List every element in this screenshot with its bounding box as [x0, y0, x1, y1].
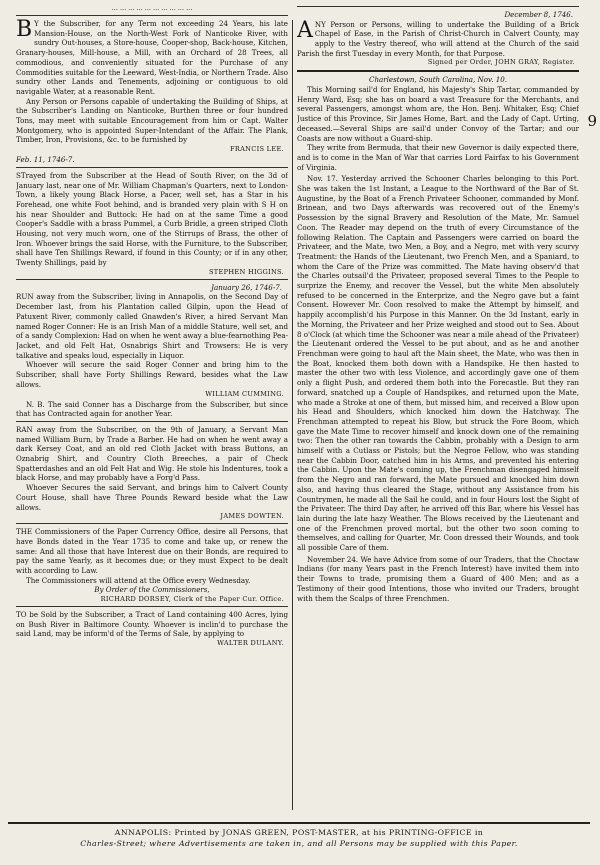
- runaway-burn-advertisement: [16, 425, 288, 521]
- ad-order-line: By Order of the Commissioners,: [94, 585, 210, 595]
- land-sale-advertisement: [16, 610, 288, 648]
- notice-dateline: December 8, 1746.: [504, 10, 573, 19]
- ad-body: TO be Sold by the Subscriber, a Tract of Land containing 400 Acres, lying on Bush River in Baltimore County. Whoever is inclin'd to purchase the said Land, may be inform'd of the Terms of Sale, by applying to: [16, 610, 288, 639]
- ad-body-continued: Whoever Secures the said Servant, and brings him to Calvert County Court House, shall have Three Pounds Reward beside what the Law allows.: [16, 483, 288, 512]
- choctaw-news: [297, 555, 579, 604]
- drop-cap: A: [297, 17, 313, 43]
- divider: [297, 70, 579, 72]
- lease-advertisement: [16, 19, 288, 165]
- ad-body: RUN away from the Subscriber, living in Annapolis, on the Second Day of December last, from his Plantation called Gilpin, upon the Head of Patuxent River, commonly called Gnawden's River, a hired Servant Man named Roger Conner: He is an Irish Man of a middle Stature, well set, and of a sandy Complexion: Had on when he went away a blue-fearnothing Pea-Jacket, and old Felt Hat, Osnabrigs Shirt and Trowsers: He is very talkative and speaks loud, especially in Liquor.: [16, 292, 288, 360]
- left-column: [16, 4, 288, 814]
- ad-body: STrayed from the Subscriber at the Head of South River, on the 3d of January last, near one of Mr. William Chapman's Quarters, next to London-Town, a likely young Black Horse, a Pacer, well set, has a Star in his Forehead, one white Foot behind, and is branded very plain with S H on his near Shoulder and Buttock: He had on at the same Time a good Cooper's Saddle with a brass Pummel, a Curb Bridle, a green striped Cloth Housing, not very much worn, one of the Stirrups of Brass, the other of Iron. Whoever brings the said Horse, with the Furniture, to the Subscriber, shall have Ten Shillings Reward, if found in this County; or if in any other, Twenty Shillings, paid by: [16, 170, 288, 268]
- divider: [16, 15, 288, 16]
- news-body: Nov. 17. Yesterday arrived the Schooner Charles belonging to this Port. She was taken the 1st Instant, a League to the Northward of the Bar of St. Augustine, by the Boat of a French Privateer Schooner, commanded by Monf. Brinean, and two Days afterwards was recovered out of the Enemy's Possession by the signal Bravery and Resolution of the Mate, Mr. Samuel Coon. The Reader may depend on the truth of every Circumstance of the following Relation. The Captain and Passengers were carried on board the Privateer, and the Mate, two Men, a Boy, and a Negro, met with very scurvy Treatment: the Hands of the Lieutenant, two French Men, and a Spaniard, to whom the Care of the Prize was committed. The Mate having observ'd that the Charles outsail'd the Privateer, proposed several Times to the People to surprize the Enemy, and recover the Vessel, but the white Men absolutely refused to be concerned in the Enterprize, and the Negro gave but a faint Consent. However Mr. Coon resolved to make the Attempt by himself, and happily accomplish'd his Purpose in this Manner. On the 3d Instant, early in the Morning, the Privateer and her Prize weighed and stood out to Sea. About 8 o'Clock (at which time the Schooner was near a mile ahead of the Privateer) the Lieutenant ordered the Vessel to be put about, and as he and another Frenchman were going to haul aft the Main sheet, the Mate, who was then in the Boat, knocked them both down with a Handspike. He then hasted to master the other two with less Violence, and accordingly gave one of them only a flight Push, and ordered them both into the Forecastle. But they ran forward, snatched up a Couple of Handspikes, and returned upon the Mate, who made a Stroke at one of them, but missed him, and received a Blow upon his Head and Shoulders, which knocked him down the Hatchway. The Frenchman attempted to repeat his Blow, but struck the Fore Boom, which gave the Mate Time to recover himself and knock down one of the remaining two: Then the other ran towards the Cabbin, probably with a Design to arm himself with a Cutlass or Pistols; but the Negroe Fellow, who was standing near the Cabbin Door, catched him in his Arms, and prevented his entering the Cabbin. Upon the Mate's coming up, the Frenchman disengaged himself from the Negro and ran forward, the Mate pursued and knocked him down also, and having thus cleared the Stage, without any Assistance from his Countrymen, he made all the Sail he could, and in four Hours lost the Sight of the Privateer. The third Day after, he arrived off this Bar, where his Vessel has lain during the late hazy Weather. The Blows received by the Lieutenant and one of the Frenchmen proved mortal, but the other two soon coming to themselves, and calling for Quarter, Mr. Coon dressed their Wounds, and took all possible Care of them.: [297, 174, 579, 553]
- ad-body-continued: The Commissioners will attend at the Office every Wednesday.: [26, 575, 251, 585]
- news-dateline: Charlestown, South Carolina, Nov. 10.: [369, 75, 507, 85]
- imprint-footer: [8, 822, 590, 849]
- divider: [297, 6, 579, 7]
- divider: [16, 421, 288, 422]
- ad-note: N. B. The said Conner has a Discharge from the Subscriber, but since that has Contracted again for another Year.: [16, 399, 288, 419]
- schooner-charles-news: [297, 174, 579, 552]
- top-line: ... ... ... ... ... ... ... ... ... ...: [111, 4, 193, 12]
- notice-signature: Signed per Order, JOHN GRAY, Register.: [427, 58, 575, 67]
- paper-currency-notice: [16, 527, 288, 604]
- divider: [16, 523, 288, 524]
- ad-dateline: January 26, 1746-7.: [211, 282, 282, 292]
- ad-signature: WILLIAM CUMMING.: [205, 389, 284, 398]
- ad-body-continued: Any Person or Persons capable of undertaking the Building of Ships, at the Subscriber's Landing on Nanticoke, Burthen three or four hundred Tons, may meet with suitable Encouragement from him or Capt. Walter Montgomery, who is appointed Super-Intendant of the Affair. The Plank, Timber, Iron, Provisions, &c. to be furnished by: [16, 96, 288, 145]
- divider: [16, 167, 288, 168]
- page-number: 9: [587, 112, 597, 130]
- news-body: November 24. We have Advice from some of our Traders, that the Choctaw Indians (for many Years past in the French Interest) have invited them into their Towns to trade, promising them a Guard of 400 Men; and as a Testimony of their good Intentions, those who invited our Traders, brought with them the Scalps of three Frenchmen.: [297, 554, 579, 603]
- ad-signature: STEPHEN HIGGINS.: [208, 267, 284, 276]
- news-body: This Morning sail'd for England, his Majesty's Ship Tartar, commanded by Henry Ward, Esq; she has on board a vast Treasure for the Merchants, and several Passengers, amongst whom are, the Hon. Benj. Whitaker, Esq; Chief Justice of this Province, Sir James Home, Bart. and the Lady of Capt. Urting, deceased.—Several Ships are sail'd under Convoy of the Tartar; and our Coasts are now without a Guard-ship.: [297, 85, 579, 143]
- chapel-notice: [297, 10, 579, 67]
- divider: [16, 279, 288, 280]
- ad-body: RAN away from the Subscriber, on the 9th of January, a Servant Man named William Burn, by Trade a Barber. He had on when he went away a dark Kersey Coat, and an old red Cloth Jacket with brass Buttons, an Oznabrig Shirt, and Country Cloth Breeches, a pair of Check Spatterdashes and an old Felt Hat and Wig. He stole his Indentures, took a black Horse, and may probably have a Forg'd Pass.: [16, 424, 288, 483]
- column-divider: [292, 20, 293, 810]
- news-body-continued: They write from Bermuda, that their new Governor is daily expected there, and is to come in the Man of War that carries Lord Fairfax to his Government of Virginia.: [297, 143, 579, 172]
- drop-cap: B: [16, 17, 33, 42]
- ad-date: Feb. 11, 1746-7.: [16, 155, 75, 165]
- ad-body: Y the Subscriber, for any Term not exceeding 24 Years, his late Mansion-House, on the North-West Fork of Nanticoke River, with sundry Out-houses, a Store-house, Cooper-shop, Back-house, Kitchen, Granary-houses, Mill-house, a Mill, with an Orchard of 28 Trees, all commodious, and conveniently situated for the Purchase of any Commodities suitable for the Leeward, West-India, or Northern Trade. Also sundry other Lands and Tenements, adjoining or contiguous to old navigable Water, at a reasonable Rent.: [16, 19, 288, 96]
- stray-horse-advertisement: [16, 171, 288, 277]
- imprint-line-1: ANNAPOLIS: Printed by JONAS GREEN, POST-MASTER, at his PRINTING-OFFICE in: [114, 828, 484, 837]
- ad-signature: JAMES DOWTEN.: [220, 512, 284, 521]
- notice-body: NY Person or Persons, willing to undertake the Building of a Brick Chapel of Ease, in the Parish of Christ-Church in Calvert County, may apply to the Vestry thereof, who will attend at the Church of the said Parish the first Tuesday in every Month, for that Purpose.: [297, 19, 579, 58]
- runaway-conner-advertisement: [16, 283, 288, 419]
- right-column: [297, 4, 579, 814]
- imprint-line-2: Charles-Street; where Advertisements are taken in, and all Persons may be supplied with this Paper.: [80, 839, 518, 848]
- ad-signature: RICHARD DORSEY, Clerk of the Paper Cur. Office.: [100, 595, 284, 604]
- ad-signature: FRANCIS LEE.: [229, 145, 284, 154]
- ad-body-continued: Whoever will secure the said Roger Conner and bring him to the Subscriber, shall have Forty Shillings Reward, besides what the Law allows.: [16, 360, 288, 389]
- ad-signature: WALTER DULANY.: [217, 639, 284, 648]
- divider: [16, 606, 288, 607]
- ad-body: THE Commissioners of the Paper Currency Office, desire all Persons, that have Bonds dated in the Year 1735 to come and take up, or renew the same: And all those that have Interest due on their Bonds, are required to pay the same Yearly, as it becomes due; or they must Expect to be dealt with according to Law.: [16, 527, 288, 576]
- charlestown-news: [297, 75, 579, 172]
